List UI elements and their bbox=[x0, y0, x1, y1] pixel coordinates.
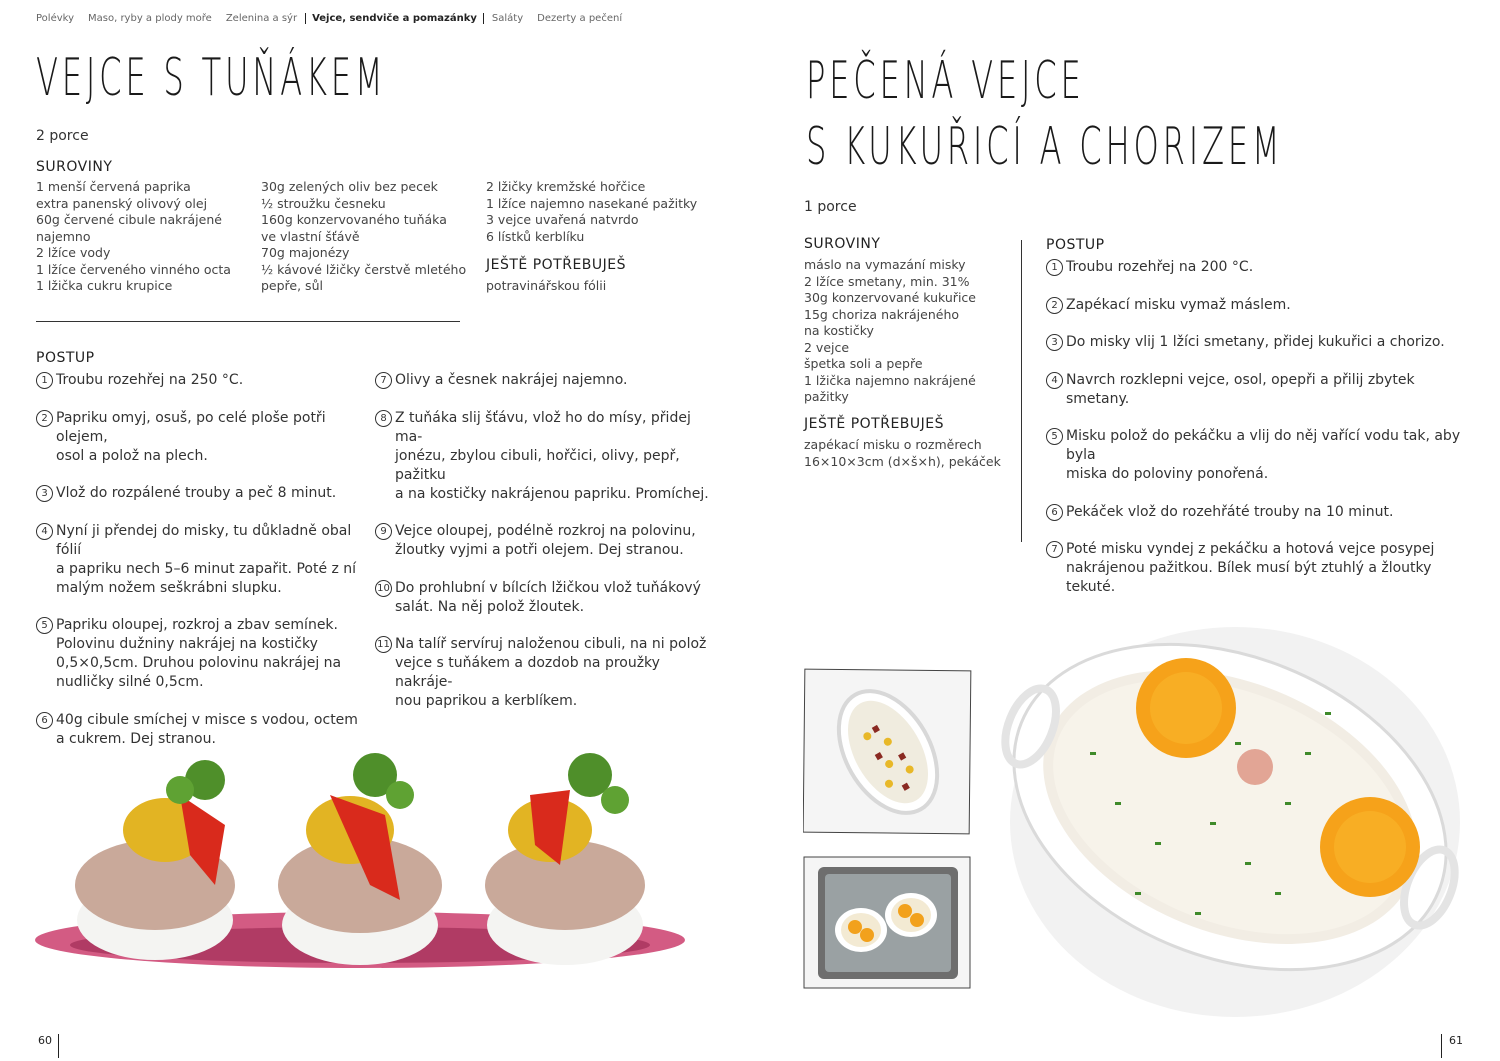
step-4: 4 Navrch rozklepni vejce, osol, opepři a přilij zbytek smetany. bbox=[1046, 371, 1466, 409]
step-1: 1 Troubu rozehřej na 200 °C. bbox=[1046, 258, 1466, 277]
step-6: 6 Pekáček vlož do rozehřáté trouby na 10 minut. bbox=[1046, 503, 1466, 522]
steps-right bbox=[1046, 258, 1466, 616]
step-photo-baking-pan bbox=[803, 855, 973, 991]
step-3: 3 Do misky vlij 1 lžíci smetany, přidej kukuřici a chorizo. bbox=[1046, 333, 1466, 352]
ingredients-right bbox=[804, 257, 976, 406]
step-number: 10 bbox=[375, 580, 392, 597]
step-number: 6 bbox=[1046, 504, 1063, 521]
step-5: 5 Misku polož do pekáčku a vlij do něj vařící vodu tak, aby byla miska do poloviny ponořená. bbox=[1046, 427, 1466, 484]
recipe-title-right-line1: PEČENÁ VEJCE bbox=[806, 51, 1085, 111]
step-2: 2 Zapékací misku vymaž máslem. bbox=[1046, 296, 1466, 315]
step-5: 5 Papriku oloupej, rozkroj a zbav semínek. Polovinu dužniny nakrájej na kostičky 0,5×0,5cm. Druhou polovinu nakrájej na nudličky silné 0,5cm. bbox=[36, 616, 366, 692]
step-number: 2 bbox=[36, 410, 53, 427]
step-photo-raw-dish bbox=[803, 668, 973, 836]
divider-line bbox=[36, 321, 460, 322]
ingredients-col3 bbox=[486, 179, 697, 245]
ingredient-item: ve vlastní šťávě bbox=[261, 228, 360, 244]
step-number: 3 bbox=[36, 485, 53, 502]
step-1: 1 Troubu rozehřej na 250 °C. bbox=[36, 371, 366, 390]
ingredient-item: 15g choriza nakrájeného bbox=[804, 306, 960, 322]
ingredient-item: 3 vejce uvařená natvrdo bbox=[486, 212, 639, 227]
ingredient-item: špetka soli a pepře bbox=[804, 356, 923, 371]
ingredients-col2 bbox=[261, 179, 466, 295]
page-number-right: 61 bbox=[1449, 1034, 1463, 1047]
steps-col1 bbox=[36, 371, 366, 767]
ingredient-item: 1 lžička cukru krupice bbox=[36, 278, 173, 293]
recipe-title-left: VEJCE S TUŇÁKEM bbox=[36, 48, 387, 108]
ingredient-item: máslo na vymazání misky bbox=[804, 257, 966, 272]
step-number: 6 bbox=[36, 712, 53, 729]
ingredient-item: pažitky bbox=[804, 389, 849, 404]
ingredients-col1 bbox=[36, 179, 231, 295]
extra-text-right: zapékací misku o rozměrech 16×10×3cm (d×š×h), pekáček bbox=[804, 437, 1001, 469]
nav-item-vejce-active[interactable]: Vejce, sendviče a pomazánky bbox=[305, 13, 484, 24]
step-number: 4 bbox=[1046, 372, 1063, 389]
ingredient-item: pepře, sůl bbox=[261, 278, 323, 293]
ingredients-heading-left: SUROVINY bbox=[36, 159, 113, 175]
ingredient-item: 1 lžíce červeného vinného octa bbox=[36, 261, 231, 277]
baked-eggs-photo bbox=[995, 592, 1465, 1032]
chapter-nav bbox=[36, 8, 636, 28]
step-number: 1 bbox=[36, 372, 53, 389]
nav-item-zelenina[interactable]: Zelenina a sýr bbox=[225, 12, 298, 24]
method-heading-right: POSTUP bbox=[1046, 237, 1105, 253]
step-number: 9 bbox=[375, 523, 392, 540]
step-10: 10 Do prohlubní v bílcích lžičkou vlož tuňákový salát. Na něj polož žloutek. bbox=[375, 579, 710, 617]
portion-left: 2 porce bbox=[36, 128, 89, 144]
extra-text-left: potravinářskou fólii bbox=[486, 278, 607, 293]
step-number: 1 bbox=[1046, 259, 1063, 276]
ingredient-item: 1 lžíce najemno nasekané pažitky bbox=[486, 195, 698, 211]
step-4: 4 Nyní ji přendej do misky, tu důkladně obal fólií a papriku nech 5–6 minut zapařit. Poté z ní malým nožem seškrábni slupku. bbox=[36, 522, 366, 598]
step-number: 11 bbox=[375, 636, 392, 653]
ingredient-item: 6 lístků kerblíku bbox=[486, 228, 585, 244]
step-11: 11 Na talíř servíruj naloženou cibuli, na ni polož vejce s tuňákem a dozdob na proužky nakráje- nou paprikou a kerblíkem. bbox=[375, 635, 710, 711]
step-number: 8 bbox=[375, 410, 392, 427]
nav-item-polevky[interactable]: Polévky bbox=[36, 12, 74, 24]
nav-item-salaty[interactable]: Saláty bbox=[491, 12, 524, 24]
ingredient-item: 1 menší červená paprika bbox=[36, 179, 191, 194]
ingredient-item: 160g konzervovaného tuňáka bbox=[261, 212, 447, 227]
ingredient-item: ½ kávové lžičky čerstvě mletého bbox=[261, 261, 467, 277]
ingredients-heading-right: SUROVINY bbox=[804, 236, 881, 252]
ingredient-item: 70g majonézy bbox=[261, 245, 350, 260]
stuffed-eggs-photo bbox=[30, 735, 690, 995]
recipe-title-right bbox=[806, 48, 1283, 180]
page-marker-left bbox=[58, 1034, 59, 1058]
extra-heading-left: JEŠTĚ POTŘEBUJEŠ bbox=[486, 257, 627, 273]
page-number-left: 60 bbox=[38, 1034, 52, 1047]
step-7: 7 Olivy a česnek nakrájej najemno. bbox=[375, 371, 710, 390]
ingredient-item: 2 lžičky kremžské hořčice bbox=[486, 179, 646, 194]
ingredient-item: najemno bbox=[36, 228, 91, 244]
method-heading-left: POSTUP bbox=[36, 350, 95, 366]
step-number: 2 bbox=[1046, 297, 1063, 314]
ingredient-item: na kostičky bbox=[804, 323, 874, 338]
ingredient-item: 30g konzervované kukuřice bbox=[804, 290, 976, 305]
ingredient-item: 2 lžíce vody bbox=[36, 245, 111, 260]
step-7: 7 Poté misku vyndej z pekáčku a hotová vejce posypej nakrájenou pažitkou. Bílek musí být ztuhlý a žloutky tekuté. bbox=[1046, 540, 1466, 597]
portion-right: 1 porce bbox=[804, 199, 857, 215]
step-number: 4 bbox=[36, 523, 53, 540]
nav-item-maso[interactable]: Maso, ryby a plody moře bbox=[88, 12, 212, 24]
step-6: 6 40g cibule smíchej v misce s vodou, octem a cukrem. Dej stranou. bbox=[36, 711, 366, 749]
ingredient-item: 60g červené cibule nakrájené bbox=[36, 212, 222, 227]
ingredient-item: 2 vejce bbox=[804, 339, 850, 355]
step-8: 8 Z tuňáka slij šťávu, vlož ho do mísy, přidej ma- jonézu, zbylou cibuli, hořčici, olivy, pepř, pažitku a na kostičky nakrájenou papriku. Promíchej. bbox=[375, 409, 710, 504]
ingredient-item: 30g zelených oliv bez pecek bbox=[261, 179, 438, 194]
recipe-title-right-line2: S KUKUŘICÍ A CHORIZEM bbox=[806, 117, 1284, 177]
vertical-divider bbox=[1021, 240, 1022, 542]
step-number: 5 bbox=[36, 617, 53, 634]
step-2: 2 Papriku omyj, osuš, po celé ploše potři olejem, osol a polož na plech. bbox=[36, 409, 366, 466]
nav-item-dezerty[interactable]: Dezerty a pečení bbox=[537, 12, 623, 24]
step-number: 3 bbox=[1046, 334, 1063, 351]
step-9: 9 Vejce oloupej, podélně rozkroj na polovinu, žloutky vyjmi a potři olejem. Dej stranou. bbox=[375, 522, 710, 560]
steps-col2 bbox=[375, 371, 710, 730]
step-number: 7 bbox=[1046, 541, 1063, 558]
ingredient-item: extra panenský olivový olej bbox=[36, 195, 208, 211]
step-number: 5 bbox=[1046, 428, 1063, 445]
step-number: 7 bbox=[375, 372, 392, 389]
extra-heading-right: JEŠTĚ POTŘEBUJEŠ bbox=[804, 416, 945, 432]
page-marker-right bbox=[1441, 1034, 1442, 1058]
ingredient-item: 2 lžíce smetany, min. 31% bbox=[804, 273, 970, 289]
ingredient-item: 1 lžička najemno nakrájené bbox=[804, 372, 976, 388]
ingredient-item: ½ stroužku česneku bbox=[261, 195, 386, 211]
step-3: 3 Vlož do rozpálené trouby a peč 8 minut. bbox=[36, 484, 366, 503]
